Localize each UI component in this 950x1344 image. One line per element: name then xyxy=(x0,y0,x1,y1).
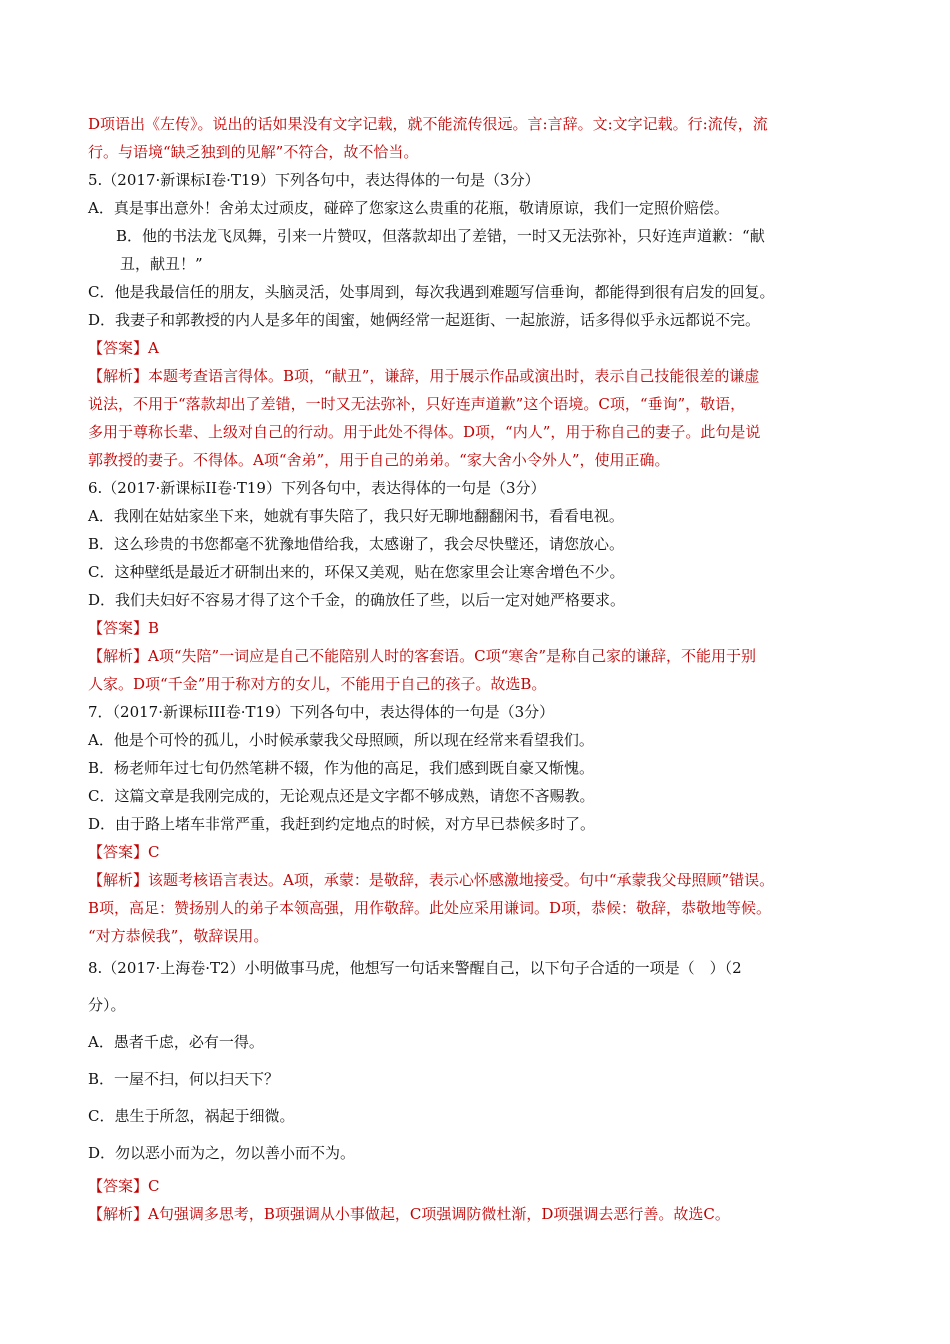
q5-answer: 【答案】A xyxy=(88,339,159,357)
q8-answer: 【答案】C xyxy=(88,1177,160,1195)
q6-option-b: B．这么珍贵的书您都毫不犹豫地借给我，太感谢了，我会尽快璧还，请您放心。 xyxy=(88,535,625,553)
q7-option-d: D．由于路上堵车非常严重，我赶到约定地点的时候，对方早已恭候多时了。 xyxy=(88,815,596,833)
q7-analysis-line: 【解析】该题考核语言表达。A项，承蒙：是敬辞，表示心怀感激地接受。句中“承蒙我父母照顾”错误。 xyxy=(88,871,775,889)
q6-stem: 6.（2017·新课标II卷·T19）下列各句中，表达得体的一句是（3分） xyxy=(88,479,546,497)
prev-analysis-line: D项语出《左传》。说出的话如果没有文字记载，就不能流传很远。言:言辞。文:文字记载。行:流传，流 xyxy=(88,115,768,133)
q8-stem: 8.（2017·上海卷·T2）小明做事马虎，他想写一句话来警醒自己，以下句子合适的一项是（ ）（2 xyxy=(88,959,742,977)
q5-option-d: D．我妻子和郭教授的内人是多年的闺蜜，她俩经常一起逛街、一起旅游，话多得似乎永远都说不完。 xyxy=(88,311,761,329)
q7-answer: 【答案】C xyxy=(88,843,160,861)
q6-option-a: A．我刚在姑姑家坐下来，她就有事失陪了，我只好无聊地翻翻闲书，看看电视。 xyxy=(88,507,624,525)
q6-option-c: C．这种壁纸是最近才研制出来的，环保又美观，贴在您家里会让寒舍增色不少。 xyxy=(88,563,625,581)
q6-analysis-line: 【解析】A项“失陪”一词应是自己不能陪别人时的客套语。C项“寒舍”是称自己家的谦辞，不能用于别 xyxy=(88,647,756,665)
document-page xyxy=(88,110,868,1228)
q5-analysis-line: 说法，不用于“落款却出了差错，一时又无法弥补，只好连声道歉”这个语境。C项，“垂询”，敬语， xyxy=(88,395,746,413)
q5-option-a: A．真是事出意外！舍弟太过顽皮，碰碎了您家这么贵重的花瓶，敬请原谅，我们一定照价赔偿。 xyxy=(88,199,729,217)
q6-analysis-line: 人家。D项“千金”用于称对方的女儿，不能用于自己的孩子。故选B。 xyxy=(88,675,547,693)
q7-option-a: A．他是个可怜的孤儿，小时候承蒙我父母照顾，所以现在经常来看望我们。 xyxy=(88,731,594,749)
q8-option-c: C．患生于所忽，祸起于细微。 xyxy=(88,1107,295,1125)
q8-option-b: B．一屋不扫，何以扫天下？ xyxy=(88,1070,280,1088)
prev-analysis-line: 行。与语境“缺乏独到的见解”不符合，故不恰当。 xyxy=(88,143,419,161)
q8-analysis-line: 【解析】A句强调多思考，B项强调从小事做起，C项强调防微杜渐，D项强调去恶行善。故选C。 xyxy=(88,1205,730,1223)
q5-option-b: B．他的书法龙飞凤舞，引来一片赞叹，但落款却出了差错，一时又无法弥补，只好连声道歉：“献 xyxy=(116,227,765,245)
q5-option-c: C．他是我最信任的朋友，头脑灵活，处事周到，每次我遇到难题写信垂询，都能得到很有启发的回复。 xyxy=(88,283,775,301)
q5-option-b-cont: 丑，献丑！” xyxy=(120,255,203,273)
q5-stem: 5.（2017·新课标Ⅰ卷·T19）下列各句中，表达得体的一句是（3分） xyxy=(88,171,540,189)
q7-stem: 7．（2017·新课标III卷·T19）下列各句中，表达得体的一句是（3分） xyxy=(88,703,555,721)
q6-answer: 【答案】B xyxy=(88,619,160,637)
q5-analysis-line: 多用于尊称长辈、上级对自己的行动。用于此处不得体。D项，“内人”，用于称自己的妻子。此句是说 xyxy=(88,423,761,441)
q8-option-d: D．勿以恶小而为之，勿以善小而不为。 xyxy=(88,1144,356,1162)
q7-option-b: B．杨老师年过七旬仍然笔耕不辍，作为他的高足，我们感到既自豪又惭愧。 xyxy=(88,759,595,777)
q7-option-c: C．这篇文章是我刚完成的，无论观点还是文字都不够成熟，请您不吝赐教。 xyxy=(88,787,595,805)
q7-analysis-line: “对方恭候我”，敬辞误用。 xyxy=(88,927,269,945)
q5-analysis-line: 郭教授的妻子。不得体。A项“舍弟”，用于自己的弟弟。“家大舍小令外人”，使用正确。 xyxy=(88,451,670,469)
q8-stem-cont: 分）。 xyxy=(88,996,126,1014)
q7-analysis-line: B项，高足：赞扬别人的弟子本领高强，用作敬辞。此处应采用谦词。D项，恭候：敬辞，恭敬地等候。 xyxy=(88,899,772,917)
q8-option-a: A．愚者千虑，必有一得。 xyxy=(88,1033,264,1051)
q5-analysis-line: 【解析】本题考查语言得体。B项，“献丑”，谦辞，用于展示作品或演出时，表示自己技能很差的谦虚 xyxy=(88,367,760,385)
q6-option-d: D．我们夫妇好不容易才得了这个千金，的确放任了些，以后一定对她严格要求。 xyxy=(88,591,626,609)
